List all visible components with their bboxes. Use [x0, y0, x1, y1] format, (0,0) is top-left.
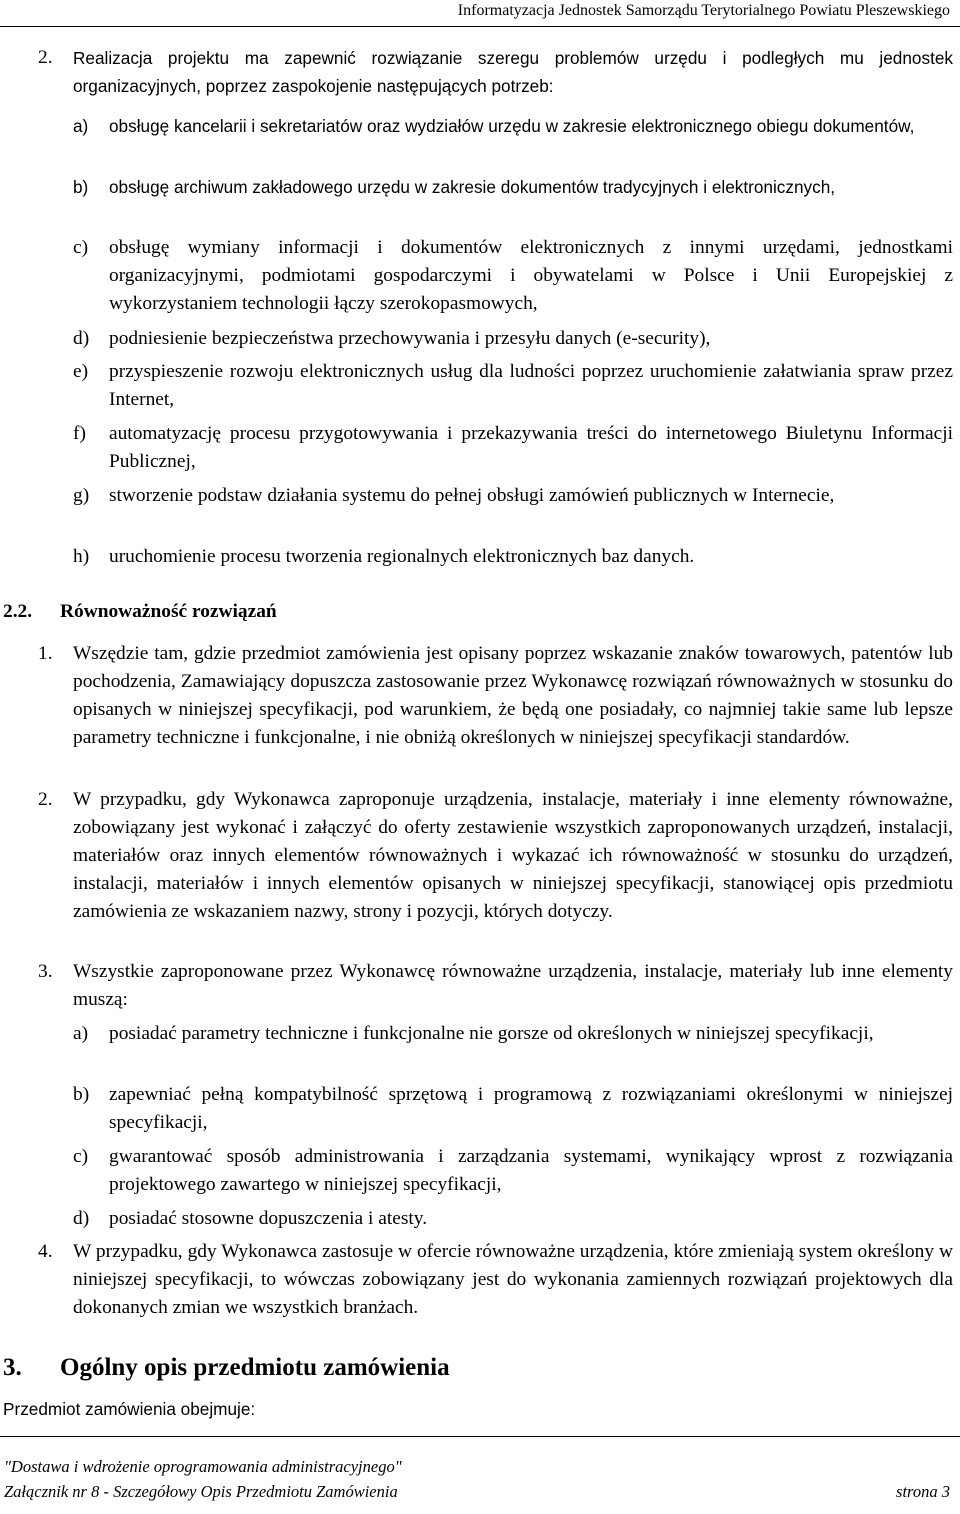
item-number: 1.: [38, 643, 53, 664]
running-title: Informatyzacja Jednostek Samorządu Terytorialnego Powiatu Pleszewskiego: [457, 2, 950, 19]
list-item: automatyzację procesu przygotowywania i przekazywania treści do internetowego Biuletynu Informacji Publicznej,: [109, 423, 953, 472]
section-number: 3.: [3, 1354, 22, 1381]
section-number: 2.2.: [3, 601, 33, 622]
paragraph: Wszędzie tam, gdzie przedmiot zamówienia jest opisany poprzez wskazanie znaków towarowych, patentów lub pochodzenia, Zamawiający dopuszcza zastosowanie przez Wykonawcę rozwiązań równoważnych w stosunku do opisanych w niniejszej specyfikacji, pod warunkiem, że będą one posiadały, co najmniej takie same lub lepsze parametry techniczne i funkcjonalne, i nie obniżą określonych w niniejszej specyfikacji standardów.: [73, 643, 953, 748]
list-item: gwarantować sposób administrowania i zarządzania systemami, wynikający wprost z rozwiązania projektowego zawartego w niniejszej specyfikacji,: [109, 1146, 953, 1195]
page-header: [0, 0, 960, 27]
list-item: zapewniać pełną kompatybilność sprzętową i programową z rozwiązaniami określonymi w niniejszej specyfikacji,: [109, 1084, 953, 1133]
item-number: 2.: [38, 47, 53, 68]
footer-attachment: Załącznik nr 8 - Szczegółowy Opis Przedmiotu Zamówienia: [4, 1482, 398, 1501]
list-item: przyspieszenie rozwoju elektronicznych usług dla ludności poprzez uruchomienie załatwiania spraw przez Internet,: [109, 361, 953, 410]
list-label: a): [73, 1023, 89, 1044]
item-number: 3.: [38, 961, 53, 982]
list-item: obsługę wymiany informacji i dokumentów elektronicznych z innymi urzędami, jednostkami organizacyjnymi, podmiotami gospodarczymi i obywatelami w Polsce i Unii Europejskiej z wykorzystaniem technologii łączy szerokopasmowych,: [109, 237, 953, 314]
list-label: h): [73, 546, 90, 567]
list-item: stworzenie podstaw działania systemu do pełnej obsługi zamówień publicznych w Internecie,: [109, 485, 835, 506]
list-label: c): [73, 1146, 89, 1167]
page-footer: [0, 1436, 960, 1501]
item-number: 2.: [38, 789, 53, 810]
paragraph: W przypadku, gdy Wykonawca zastosuje w ofercie równoważne urządzenia, które zmieniają system określony w niniejszej specyfikacji, to wówczas zobowiązany jest do wykonania zamiennych rozwiązań projektowych dla dokonanych zmian we wszystkich branżach.: [73, 1241, 953, 1318]
section-intro: Przedmiot zamówienia obejmuje:: [3, 1399, 256, 1419]
list-label: b): [73, 177, 89, 197]
list-item: podniesienie bezpieczeństwa przechowywania i przesyłu danych (e-security),: [109, 328, 711, 349]
item-number: 4.: [38, 1241, 53, 1262]
list-label: g): [73, 485, 90, 506]
list-item: uruchomienie procesu tworzenia regionalnych elektronicznych baz danych.: [109, 546, 695, 567]
paragraph: Wszystkie zaproponowane przez Wykonawcę równoważne urządzenia, instalacje, materiały lub inne elementy muszą:: [73, 961, 953, 1010]
paragraph: W przypadku, gdy Wykonawca zaproponuje urządzenia, instalacje, materiały i inne elementy równoważne, zobowiązany jest wykonać i załączyć do oferty zestawienie wszystkich zaproponowanych urządzeń, instalacji, materiałów oraz innych elementów równoważnych i wykazać ich równoważność w stosunku do urządzeń, instalacji, materiałów i innych elementów opisanych w niniejszej specyfikacji, stanowiącej opis przedmiotu zamówienia ze wskazaniem nazwy, strony i pozycji, których dotyczy.: [73, 789, 953, 922]
page-number: strona 3: [896, 1482, 950, 1501]
list-item: obsługę kancelarii i sekretariatów oraz wydziałów urzędu w zakresie elektronicznego obiegu dokumentów,: [109, 116, 915, 136]
list-item: obsługę archiwum zakładowego urzędu w zakresie dokumentów tradycyjnych i elektronicznych,: [109, 177, 836, 197]
list-label: e): [73, 361, 89, 382]
list-label: c): [73, 237, 89, 258]
list-label: b): [73, 1084, 90, 1105]
section-title: Równoważność rozwiązań: [60, 601, 277, 622]
paragraph-2: Realizacja projektu ma zapewnić rozwiązanie szeregu problemów urzędu i podległych mu jednostek organizacyjnych, poprzez zaspokojenie następujących potrzeb:: [73, 48, 953, 96]
list-label: d): [73, 328, 90, 349]
list-label: f): [73, 423, 86, 444]
section-title: Ogólny opis przedmiotu zamówienia: [60, 1354, 450, 1381]
list-label: a): [73, 116, 89, 136]
footer-project-title: "Dostawa i wdrożenie oprogramowania administracyjnego": [4, 1457, 402, 1476]
list-item: posiadać parametry techniczne i funkcjonalne nie gorsze od określonych w niniejszej specyfikacji,: [109, 1023, 874, 1044]
list-label: d): [73, 1208, 90, 1229]
list-item: posiadać stosowne dopuszczenia i atesty.: [109, 1208, 428, 1229]
